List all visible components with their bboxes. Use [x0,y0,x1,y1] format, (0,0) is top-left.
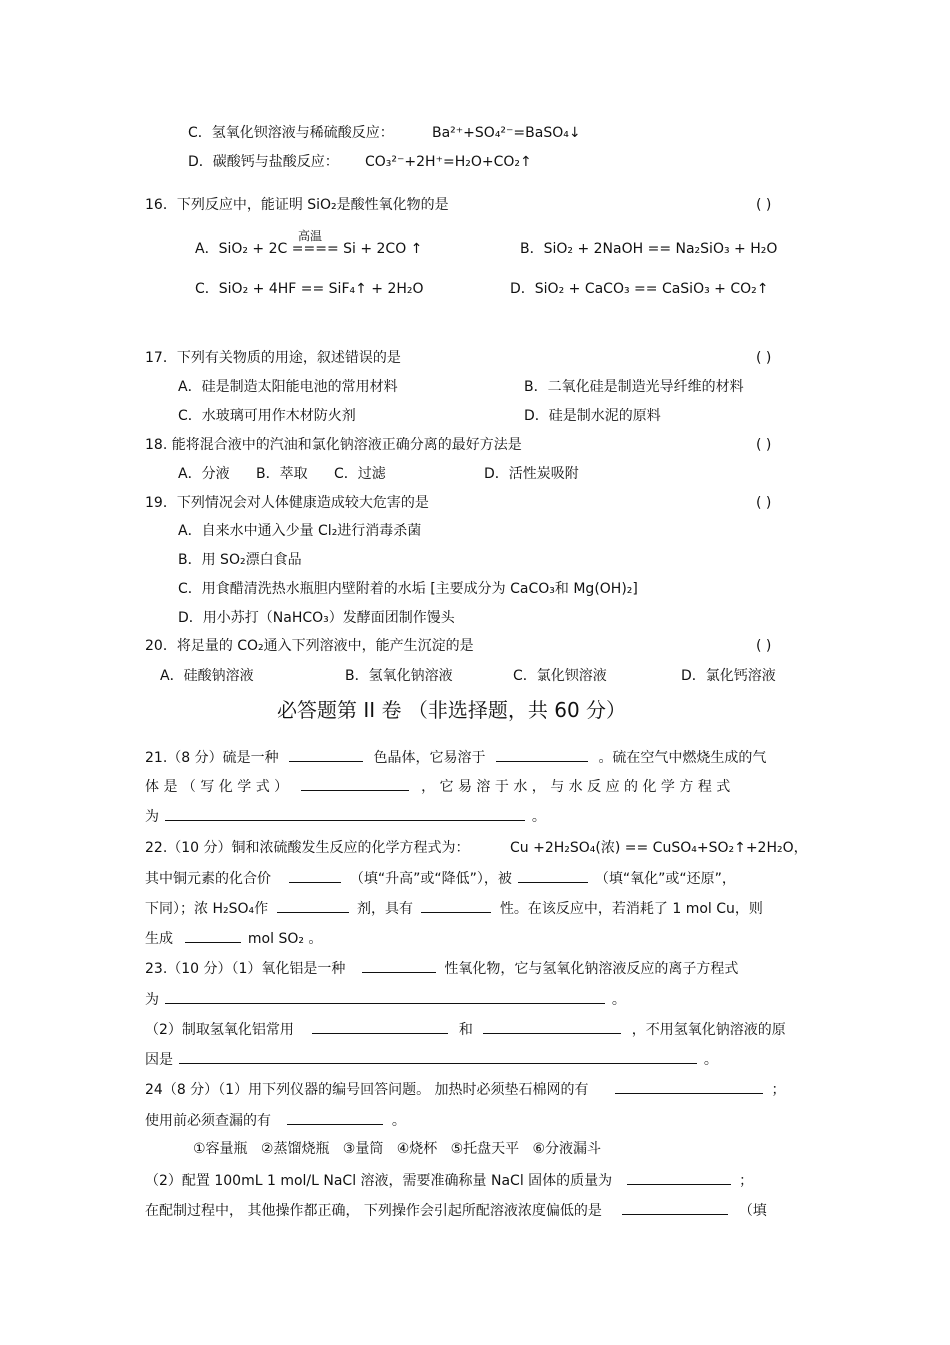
q24-text-d: 。 [391,1113,406,1129]
q23-blank-reagent2[interactable] [483,1019,621,1034]
q22-text-d: 下同）；浓 H₂SO₄作 [145,901,269,917]
q21-text-b: 色晶体，它易溶于 [373,750,486,766]
section-title: 必答题第 II 卷 （非选择题，共 60 分） [277,698,627,722]
q23-text-g: ，不用氢氧化钠溶液的原 [631,1022,786,1038]
q21-line3 [145,806,546,826]
q17-option-b: B．二氧化硅是制造光导纤维的材料 [524,379,744,395]
q24-text-e: （2）配置 100mL 1 mol/L NaCl 溶液，需要准确称量 NaCl 固体的质量为 [145,1173,613,1189]
q23-blank-reason[interactable] [179,1049,697,1064]
q24-text-a: 24（8 分）（1）用下列仪器的编号回答问题。 加热时必须垫石棉网的有 [145,1082,589,1098]
q24-line1 [145,1079,785,1099]
q23-line4 [145,1049,718,1069]
q23-text-b: 性氧化物，它与氢氧化钠溶液反应的离子方程式 [444,961,739,977]
q20-option-c: C．氯化钡溶液 [513,668,607,684]
q20-stem: 20．将足量的 CO₂通入下列溶液中，能产生沉淀的是 [145,638,474,654]
q21-line1 [145,747,766,767]
q22-text-a: 其中铜元素的化合价 [145,871,271,887]
q17-option-c: C．水玻璃可用作木材防火剂 [178,408,356,424]
q21-text-d: 体 是 （ 写 化 学 式 ） [145,779,289,795]
q20-option-b: B．氢氧化钠溶液 [345,668,453,684]
q23-blank-reagent1[interactable] [312,1019,448,1034]
q23-text-d: 。 [611,992,626,1008]
q23-text-c: 为 [145,992,159,1008]
q24-blank-mass[interactable] [627,1170,731,1185]
q20-option-d: D．氯化钙溶液 [681,668,776,684]
q22-line3 [145,898,763,918]
q18-option-b: B．萃取 [256,466,308,482]
q21-blank-solvent[interactable] [496,747,588,762]
q24-text-g: 在配制过程中， 其他操作都正确， 下列操作会引起所配溶液浓度偏低的是 [145,1203,602,1219]
q22-line2 [145,868,736,888]
q22-blank-redox[interactable] [518,868,588,883]
q22-text-f: 性。在该反应中，若消耗了 1 mol Cu，则 [499,901,763,917]
q18-stem: 18. 能将混合液中的汽油和氯化钠溶液正确分离的最好方法是 [145,437,522,453]
q17-option-a: A．硅是制造太阳能电池的常用材料 [178,379,398,395]
q21-text-e: ， 它 易 溶 于 水 ， 与 水 反 应 的 化 学 方 程 式 [421,779,731,795]
q24-line2 [145,1110,406,1130]
q24-instrument-list: ①容量瓶 ②蒸馏烧瓶 ③量筒 ④烧杯 ⑤托盘天平 ⑥分液漏斗 [193,1141,602,1157]
q22-text-h: mol SO₂ 。 [247,931,323,947]
q19-option-b: B．用 SO₂漂白食品 [178,552,302,568]
q21-blank-formula[interactable] [301,776,409,791]
q18-option-a: A．分液 [178,466,230,482]
q23-text-i: 。 [703,1052,718,1068]
q21-text-g: 。 [531,809,546,825]
q16-option-c: C．SiO₂ + 4HF == SiF₄↑ + 2H₂O [195,281,424,297]
q23-blank-ionic-equation[interactable] [165,989,605,1004]
q23-text-f: 和 [458,1022,473,1038]
q20-option-a: A．硅酸钠溶液 [160,668,254,684]
q19-option-a: A．自来水中通入少量 Cl₂进行消毒杀菌 [178,523,422,539]
q22-blank-valence[interactable] [289,868,341,883]
q23-line2 [145,989,626,1009]
q23-line3 [145,1019,786,1039]
q22-text-g: 生成 [145,931,173,947]
q22-blank-moles[interactable] [185,928,241,943]
q18-answer-paren: ( ) [756,437,772,453]
q19-option-c: C．用食醋清洗热水瓶胆内壁附着的水垢 [主要成分为 CaCO₃和 Mg(OH)₂] [178,581,638,597]
q24-blank-asbestos[interactable] [615,1079,763,1094]
q20-answer-paren: ( ) [756,638,772,654]
q16-stem: 16．下列反应中，能证明 SiO₂是酸性氧化物的是 [145,197,449,213]
q21-blank-equation[interactable] [165,806,525,821]
q15-option-c: C．氢氧化钡溶液与稀硫酸反应： [188,125,394,141]
q21-text-f: 为 [145,809,159,825]
q22-text-e: 剂，具有 [357,901,414,917]
q21-line2 [145,776,730,796]
q19-option-d: D．用小苏打（NaHCO₃）发酵面团制作馒头 [178,610,455,626]
q21-text-c: 。硫在空气中燃烧生成的气 [598,750,767,766]
q19-stem: 19．下列情况会对人体健康造成较大危害的是 [145,495,429,511]
q24-line4 [145,1170,753,1190]
q16-a-condition: 高温 [298,229,323,243]
q23-text-h: 因是 [145,1052,173,1068]
q24-text-b: ； [771,1082,786,1098]
q16-option-b: B．SiO₂ + 2NaOH == Na₂SiO₃ + H₂O [520,241,778,257]
q16-option-d: D．SiO₂ + CaCO₃ == CaSiO₃ + CO₂↑ [510,281,769,297]
q21-blank-color[interactable] [289,747,363,762]
q22-blank-agent[interactable] [277,898,349,913]
q23-text-a: 23.（10 分）（1）氧化铝是一种 [145,961,346,977]
q22-text-c: （填“氧化”或“还原”， [594,871,736,887]
q15-option-d-equation: CO₃²⁻+2H⁺=H₂O+CO₂↑ [365,154,532,170]
q15-option-c-equation: Ba²⁺+SO₄²⁻=BaSO₄↓ [432,125,581,141]
q22-line4 [145,928,322,948]
q24-blank-lower-concentration[interactable] [622,1200,728,1215]
q23-text-e: （2）制取氢氧化铝常用 [145,1022,294,1038]
q22-blank-property[interactable] [421,898,491,913]
q24-text-f: ； [739,1173,754,1189]
q22-text-b: （填“升高”或“降低”），被 [349,871,512,887]
q24-line5 [145,1200,767,1220]
q17-stem: 17．下列有关物质的用途，叙述错误的是 [145,350,401,366]
q22-equation: Cu +2H₂SO₄(浓) == CuSO₄+SO₂↑+2H₂O， [510,840,808,856]
q24-text-c: 使用前必须查漏的有 [145,1113,271,1129]
q18-option-c: C．过滤 [334,466,386,482]
q18-option-d: D．活性炭吸附 [484,466,579,482]
q16-option-a: A．SiO₂ + 2C ==== Si + 2CO ↑ [195,241,423,257]
q24-blank-leak-check[interactable] [287,1110,383,1125]
q15-option-d: D．碳酸钙与盐酸反应： [188,154,339,170]
q16-answer-paren: ( ) [756,197,772,213]
q21-text-a: 21.（8 分）硫是一种 [145,750,279,766]
q17-answer-paren: ( ) [756,350,772,366]
q24-text-h: （填 [738,1203,767,1219]
q17-option-d: D．硅是制水泥的原料 [524,408,661,424]
q19-answer-paren: ( ) [756,495,772,511]
q23-line1 [145,958,738,978]
q23-blank-type[interactable] [362,958,436,973]
q22-stem: 22.（10 分）铜和浓硫酸发生反应的化学方程式为： [145,840,470,856]
